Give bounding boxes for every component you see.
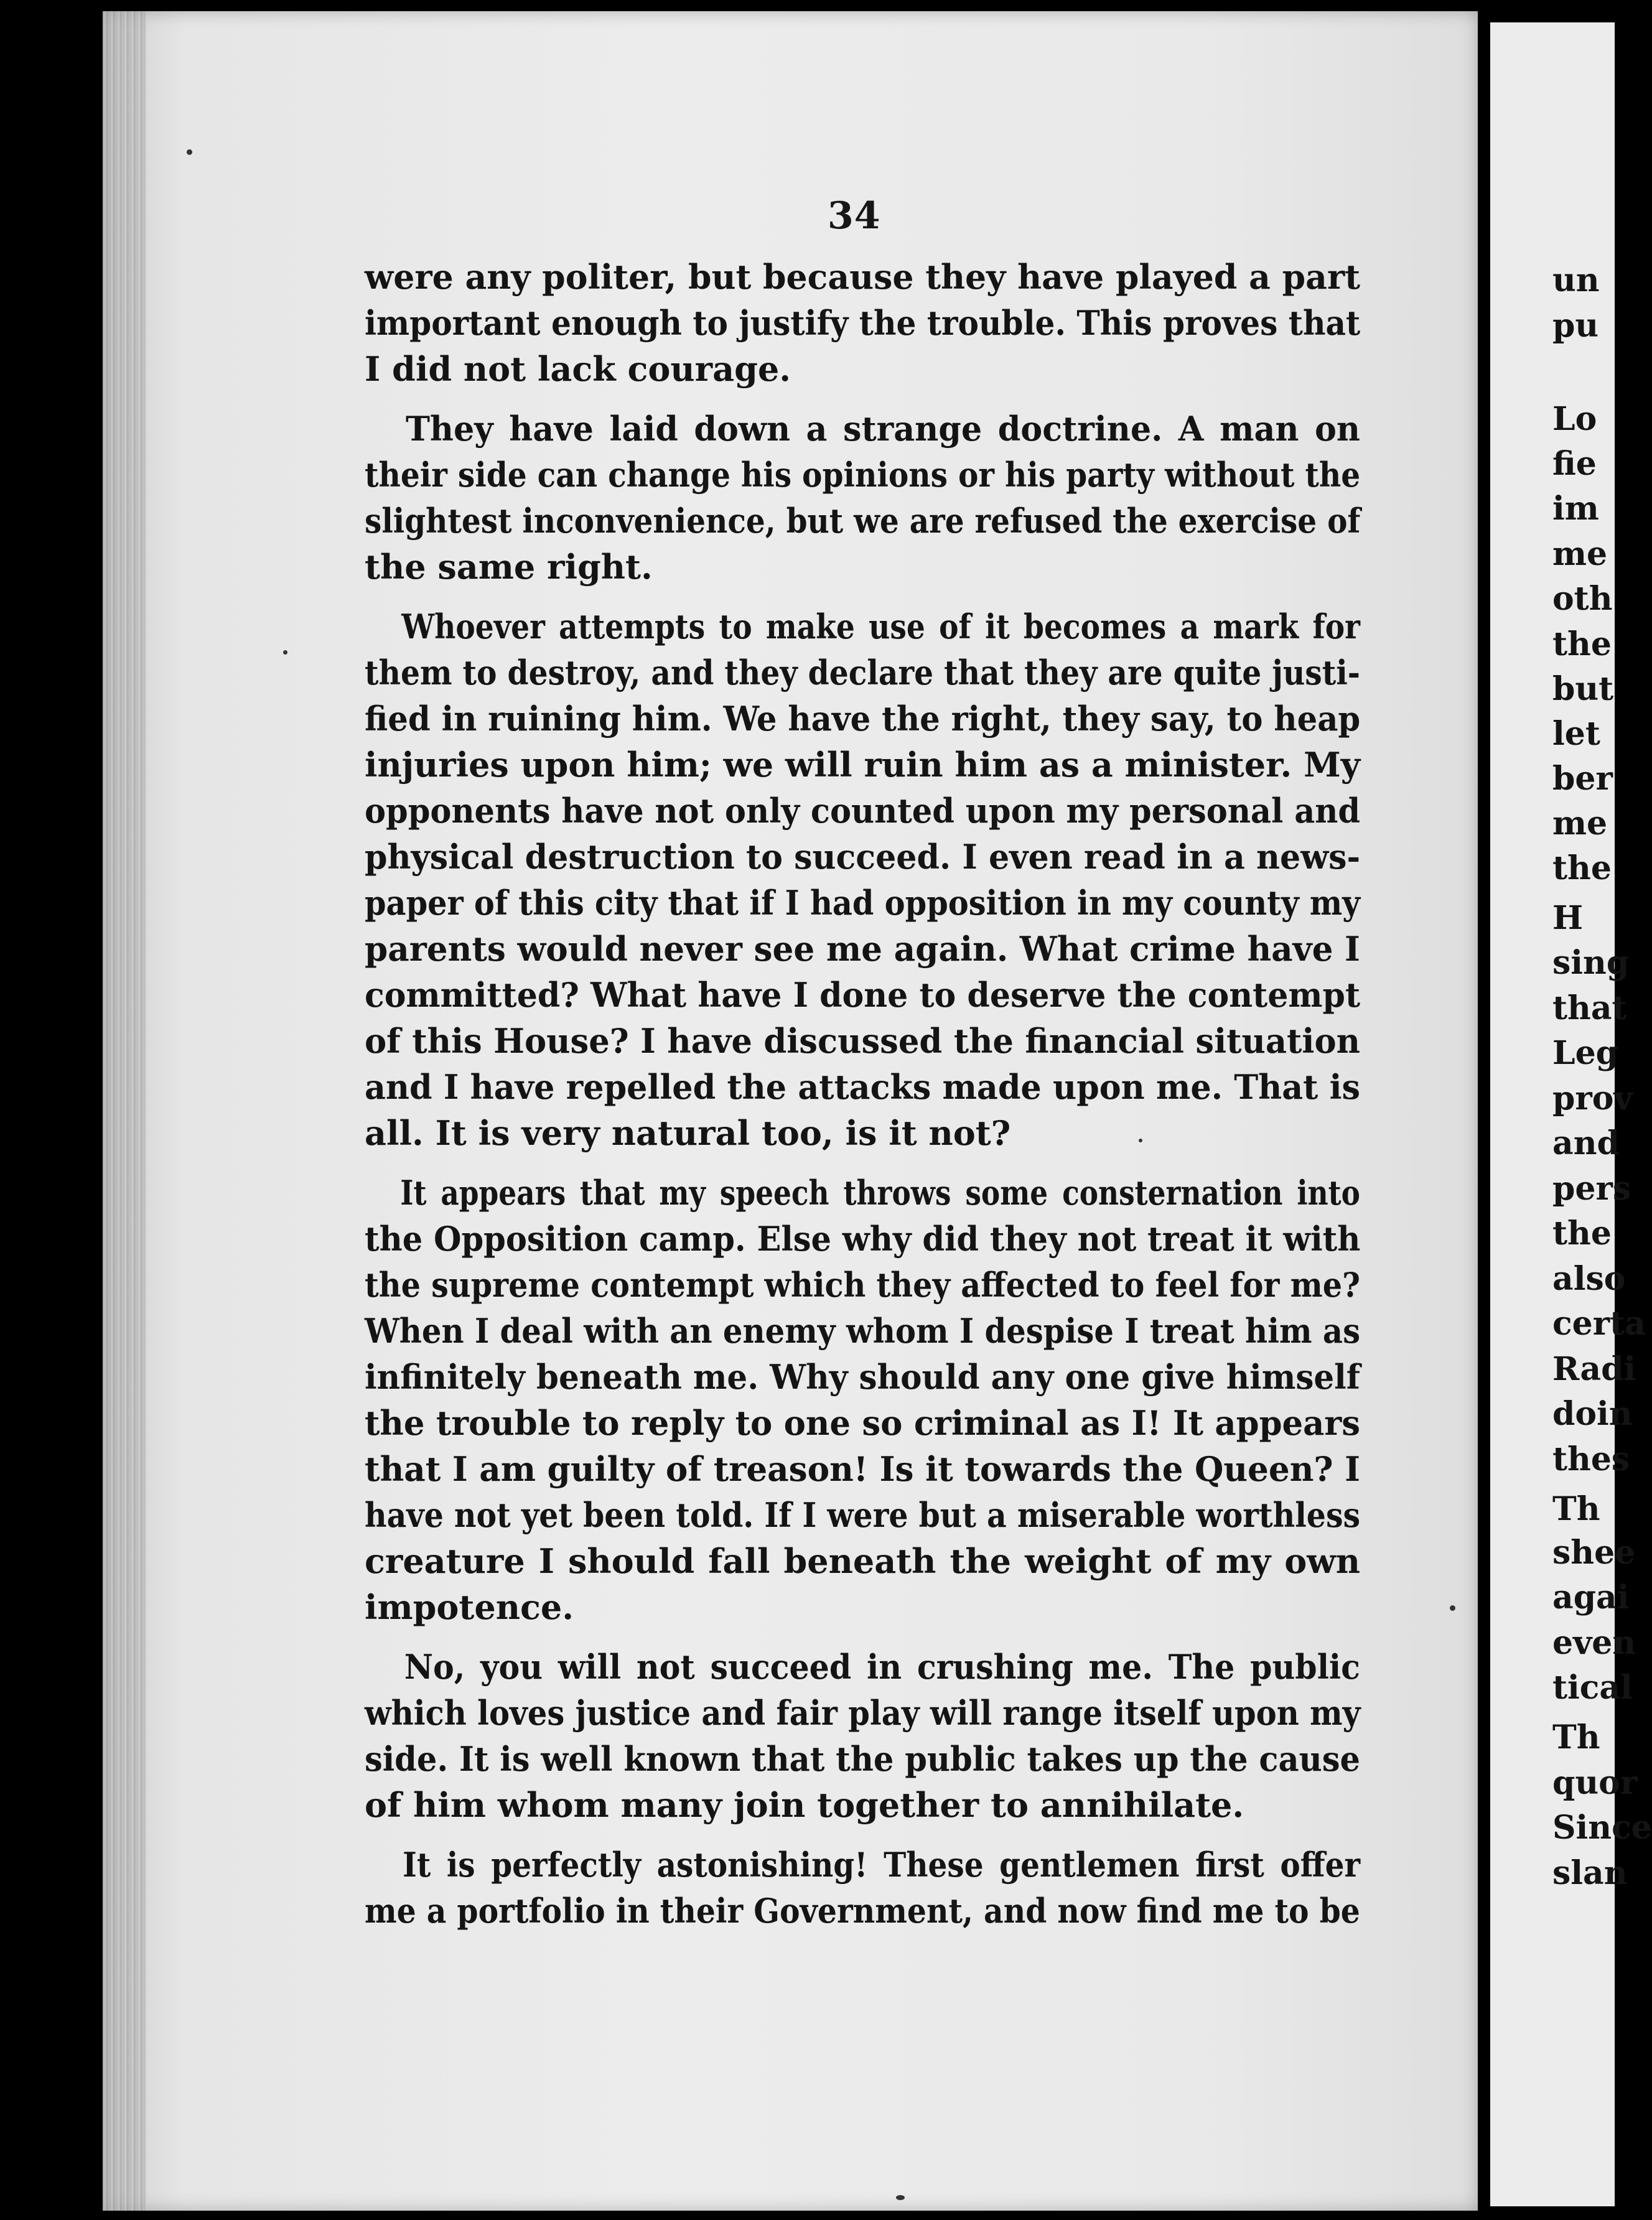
- facing-text-fragment: agai: [1552, 1579, 1630, 1616]
- text-line: fied in ruining him. We have the right, they say, to heap: [365, 699, 1361, 739]
- text-line: It appears that my speech throws some consternation into: [400, 1173, 1360, 1213]
- facing-text-fragment: Lo: [1552, 400, 1597, 438]
- facing-text-fragment: Since: [1552, 1809, 1652, 1847]
- facing-text-fragment: Th: [1552, 1719, 1600, 1756]
- facing-text-fragment: oth: [1552, 580, 1613, 618]
- paragraph: [365, 254, 1360, 392]
- facing-text-fragment: even: [1552, 1624, 1636, 1662]
- paragraph: [365, 1170, 1360, 1630]
- facing-text-fragment: also: [1552, 1260, 1626, 1298]
- text-line: were any politer, but because they have played a part: [365, 257, 1361, 297]
- text-line: that I am guilty of treason! Is it towards the Queen? I: [365, 1449, 1360, 1489]
- text-line: paper of this city that if I had opposition in my county my: [365, 883, 1360, 923]
- facing-text-fragment: sing: [1552, 944, 1630, 982]
- scan-speck: [1450, 1605, 1455, 1611]
- text-line: physical destruction to succeed. I even read in a news-: [365, 837, 1361, 877]
- facing-text-fragment: ber: [1552, 760, 1613, 798]
- scan-speck: [187, 149, 192, 155]
- facing-text-fragment: Leg: [1552, 1034, 1619, 1072]
- facing-text-fragment: that: [1552, 989, 1627, 1027]
- text-line: side. It is well known that the public takes up the cause: [365, 1739, 1361, 1779]
- text-line: creature I should fall beneath the weight of my own: [365, 1541, 1360, 1581]
- facing-text-fragment: the: [1552, 849, 1612, 887]
- paragraph: [365, 604, 1360, 1156]
- text-line: and I have repelled the attacks made upon me. That is: [365, 1067, 1361, 1107]
- facing-text-fragment: me: [1552, 805, 1608, 842]
- text-line: When I deal with an enemy whom I despise I treat him as: [365, 1311, 1361, 1351]
- text-line: their side can change his opinions or his party without the: [365, 455, 1361, 495]
- facing-text-fragment: slan: [1552, 1854, 1628, 1892]
- text-line: the same right.: [365, 547, 653, 587]
- text-line: No, you will not succeed in crushing me. The public: [404, 1647, 1360, 1687]
- facing-text-fragment: the: [1552, 1215, 1612, 1252]
- text-line: me a portfolio in their Government, and now find me to be: [365, 1891, 1360, 1931]
- text-line: opponents have not only counted upon my personal and: [365, 791, 1361, 831]
- text-line: the Opposition camp. Else why did they not treat it with: [365, 1219, 1361, 1259]
- paragraph: [365, 406, 1360, 590]
- text-line: all. It is very natural too, is it not?: [365, 1113, 1011, 1153]
- paragraph: [365, 1644, 1360, 1828]
- text-line: impotence.: [365, 1587, 574, 1627]
- facing-text-fragment: prov: [1552, 1080, 1633, 1117]
- page-number: 34: [828, 194, 881, 238]
- text-line: infinitely beneath me. Why should any one give himself: [365, 1357, 1360, 1397]
- text-line: parents would never see me again. What crime have I: [365, 929, 1360, 969]
- text-line: injuries upon him; we will ruin him as a minister. My: [365, 745, 1360, 785]
- facing-text-fragment: thes: [1552, 1440, 1630, 1478]
- page-edge-shading: [103, 11, 146, 2211]
- text-line: Whoever attempts to make use of it becomes a mark for: [401, 607, 1360, 646]
- text-line: have not yet been told. If I were but a miserable worthless: [365, 1495, 1361, 1535]
- text-line: the supreme contempt which they affected to feel for me?: [365, 1265, 1360, 1305]
- text-line: It is perfectly astonishing! These gentlemen first offer: [403, 1845, 1361, 1885]
- text-line: of this House? I have discussed the financial situation: [365, 1021, 1360, 1061]
- scan-speck: [896, 2195, 905, 2200]
- facing-text-fragment: me: [1552, 535, 1608, 573]
- facing-text-fragment: pu: [1552, 307, 1599, 345]
- facing-text-fragment: tical: [1552, 1669, 1633, 1707]
- facing-text-fragment: shee: [1552, 1534, 1636, 1572]
- text-line: They have laid down a strange doctrine. A man on: [405, 409, 1361, 449]
- text-line: slightest inconvenience, but we are refused the exercise of: [365, 501, 1361, 541]
- facing-text-fragment: fie: [1552, 445, 1597, 483]
- facing-page-fragment: [1490, 22, 1652, 2206]
- text-line: them to destroy, and they declare that they are quite justi-: [365, 653, 1360, 693]
- facing-text-fragment: certa: [1552, 1305, 1646, 1343]
- scan-speck: [1139, 1139, 1142, 1142]
- facing-text-fragment: un: [1552, 261, 1600, 299]
- facing-text-fragment: doin: [1552, 1395, 1633, 1433]
- facing-text-fragment: and: [1552, 1124, 1620, 1162]
- facing-text-fragment: the: [1552, 625, 1612, 663]
- facing-text-fragment: let: [1552, 715, 1600, 753]
- facing-text-fragment: Radi: [1552, 1350, 1636, 1388]
- text-line: committed? What have I done to deserve the contempt: [365, 975, 1361, 1015]
- text-line: of him whom many join together to annihilate.: [365, 1785, 1244, 1825]
- facing-text-fragment: quor: [1552, 1764, 1638, 1802]
- text-line: important enough to justify the trouble. This proves that: [365, 303, 1361, 343]
- paragraph: [365, 1842, 1360, 1934]
- book-gutter: [1478, 0, 1490, 2220]
- scan-speck: [283, 650, 287, 655]
- facing-text-fragment: Th: [1552, 1490, 1600, 1528]
- facing-text-fragment: but: [1552, 670, 1614, 708]
- text-line: which loves justice and fair play will range itself upon my: [365, 1693, 1361, 1733]
- facing-text-fragment: pers: [1552, 1170, 1631, 1208]
- text-line: I did not lack courage.: [365, 349, 791, 389]
- text-line: the trouble to reply to one so criminal as I! It appears: [365, 1403, 1361, 1443]
- facing-text-fragment: im: [1552, 490, 1599, 528]
- page-text: [365, 254, 1360, 1947]
- facing-text-fragment: H: [1552, 899, 1584, 937]
